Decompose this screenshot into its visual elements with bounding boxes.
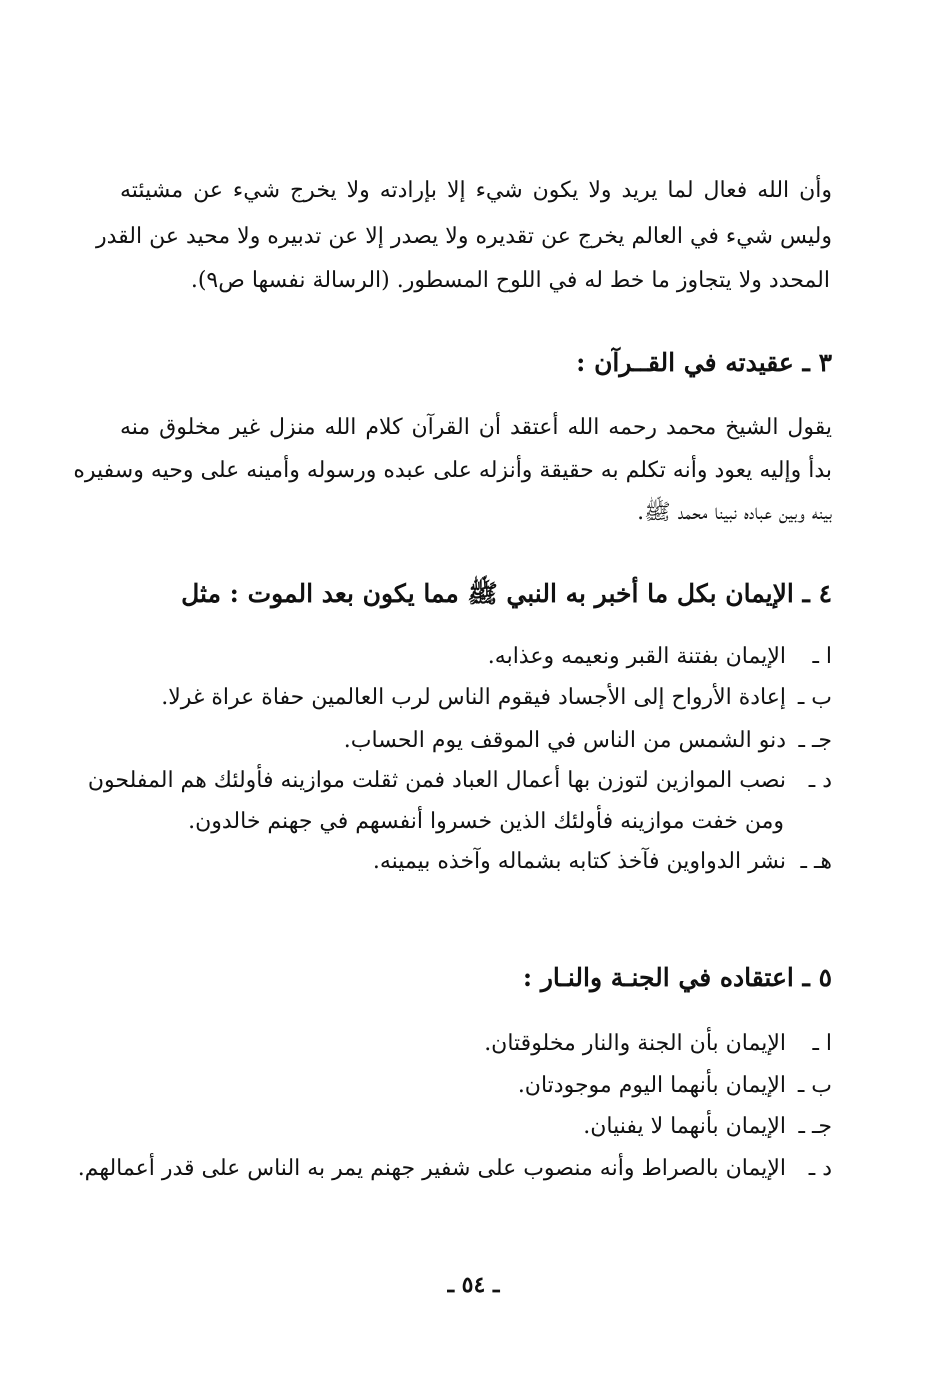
section-heading-5: ٥ ـ اعتقاده في الجنـة والنـار : [522,963,832,992]
list-item-text: دنو الشمس من الناس في الموقف يوم الحساب. [343,728,786,753]
list-item-4-e [373,847,832,877]
list-marker: جـ ـ [798,728,832,753]
list-item-5-a [484,1029,832,1059]
list-item-5-d [78,1154,832,1184]
paragraph-2-line-2: بدأ وإليه يعود وأنه تكلم به حقيقة وأنزله على عبده ورسوله وأمينه على وحيه وسفيره [73,458,832,483]
list-item-text: إعادة الأرواح إلى الأجساد فيقوم الناس لرب العالمين حفاة عراة غرلا. [161,685,786,710]
list-item-4-b [161,683,832,713]
list-marker: ا ـ [812,644,832,669]
paragraph-1-line-2: وليس شيء في العالم يخرج عن تقديره ولا يصدر إلا عن تدبيره ولا محيد عن القدر [96,224,832,249]
list-marker: جـ ـ [798,1114,832,1139]
section-heading-4: ٤ ـ الإيمان بكل ما أخبر به النبي ﷺ مما يكون بعد الموت : مثل [181,579,832,608]
list-item-text: الإيمان بأن الجنة والنار مخلوقتان. [484,1031,786,1056]
list-item-4-d [88,766,832,796]
list-marker: ا ـ [812,1031,832,1056]
list-item-4-a [488,642,832,672]
paragraph-1-line-1: وأن الله فعال لما يريد ولا يكون شيء إلا بإرادته ولا يخرج شيء عن مشيئته [120,178,832,203]
list-item-text: الإيمان بأنهما لا يفنيان. [583,1114,786,1139]
list-item-4-d-continuation: ومن خفت موازينه فأولئك الذين خسروا أنفسهم في جهنم خالدون. [188,809,784,834]
list-item-text: نصب الموازين لتوزن بها أعمال العباد فمن ثقلت موازينه فأولئك هم المفلحون [87,768,786,793]
list-marker: ب ـ [797,685,832,710]
list-item-text: الإيمان بالصراط وأنه منصوب على شفير جهنم يمر به الناس على قدر أعمالهم. [77,1156,786,1181]
list-item-text: نشر الدواوين فآخذ كتابه بشماله وآخذه بيمينه. [372,849,786,874]
list-marker: ب ـ [797,1073,832,1098]
paragraph-1-line-3: المحدد ولا يتجاوز ما خط له في اللوح المسطور. (الرسالة نفسها ص٩). [190,268,830,293]
paragraph-2-line-1: يقول الشيخ محمد رحمه الله أعتقد أن القرآن كلام الله منزل غير مخلوق منه [120,415,832,440]
list-marker: د ـ [808,1156,832,1181]
list-marker: هـ ـ [800,849,832,874]
list-item-text: الإيمان بأنهما اليوم موجودتان. [517,1073,786,1098]
section-heading-3: ٣ ـ عقيدته في القــرآن : [576,348,832,377]
list-item-5-c [583,1112,832,1142]
list-marker: د ـ [808,768,832,793]
list-item-text: الإيمان بفتنة القبر ونعيمه وعذابه. [487,644,786,669]
list-item-4-c [344,726,832,756]
page-number: ـ ٥٤ ـ [447,1272,500,1298]
paragraph-2-line-3: بينه وبين عباده نبينا محمد ﷺ. [637,500,832,525]
list-item-5-b [518,1071,832,1101]
